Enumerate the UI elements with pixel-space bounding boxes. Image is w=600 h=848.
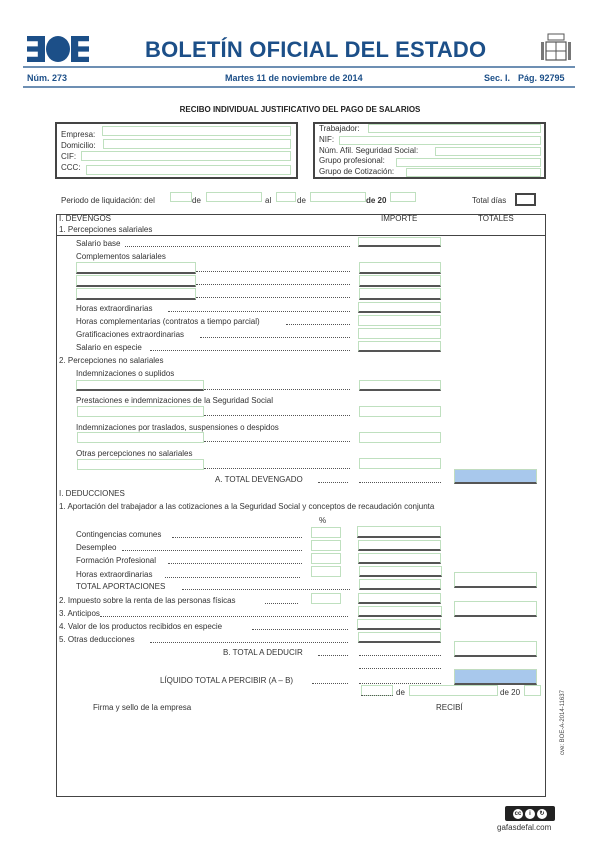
contingencias-pct[interactable] [311, 527, 341, 538]
total-devengado-label: A. TOTAL DEVENGADO [215, 475, 303, 484]
salario-base-label: Salario base [76, 239, 121, 248]
prestaciones-amount[interactable] [359, 406, 441, 417]
irpf-pct[interactable] [311, 593, 341, 604]
formacion-pct[interactable] [311, 553, 341, 564]
complemento-1-name[interactable] [76, 262, 196, 274]
formacion-label: Formación Profesional [76, 556, 157, 565]
cif-field[interactable] [81, 151, 291, 161]
ccc-label: CCC: [61, 163, 81, 172]
percepciones-no-salariales: 2. Percepciones no salariales [59, 356, 164, 365]
period-to-day[interactable] [276, 192, 296, 202]
table-header-rule [57, 235, 545, 236]
traslados-label: Indemnizaciones por traslados, suspensiones o despidos [76, 423, 279, 432]
afil-field[interactable] [435, 147, 541, 156]
anticipos-label: 3. Anticipos [59, 609, 100, 618]
grupo-cot-label: Grupo de Cotización: [319, 167, 395, 176]
period-label: Periodo de liquidación: del [61, 196, 155, 205]
leader-dots [361, 695, 393, 696]
total-dias-label: Total días [472, 196, 507, 205]
aportacion-heading: 1. Aportación del trabajador a las cotizaciones a la Seguridad Social y conceptos de recaudación conjunta [59, 502, 435, 511]
leader-dots [204, 389, 350, 390]
percepciones-salariales: 1. Percepciones salariales [59, 225, 153, 234]
liquido-field[interactable] [454, 669, 537, 685]
complemento-3-name[interactable] [76, 288, 196, 300]
deducciones-heading: I. DEDUCCIONES [59, 489, 125, 498]
complemento-1-amount[interactable] [359, 262, 441, 274]
recibi-label: RECIBÍ [436, 703, 463, 712]
period-to-month[interactable] [310, 192, 366, 202]
total-aportaciones-label: TOTAL APORTACIONES [76, 582, 166, 591]
leader-dots [122, 550, 302, 551]
leader-dots [204, 441, 350, 442]
horas-extra-ded-label: Horas extraordinarias [76, 570, 153, 579]
nif-field[interactable] [339, 136, 541, 145]
coat-of-arms-icon [538, 30, 574, 66]
page-number: Pág. 92795 [518, 73, 565, 83]
otras-percepciones-amount[interactable] [359, 458, 441, 469]
complemento-3-amount[interactable] [359, 288, 441, 300]
receipt-month[interactable] [409, 685, 498, 696]
salario-base-field[interactable] [358, 237, 441, 247]
horas-extra-label: Horas extraordinarias [76, 304, 153, 313]
desempleo-pct[interactable] [311, 540, 341, 551]
total-aportaciones-total[interactable] [454, 572, 537, 588]
complemento-2-amount[interactable] [359, 275, 441, 287]
ccc-field[interactable] [86, 165, 291, 175]
contingencias-label: Contingencias comunes [76, 530, 162, 539]
leader-dots [196, 271, 350, 272]
leader-dots [318, 655, 348, 656]
leader-dots [312, 683, 348, 684]
col-totales: TOTALES [478, 214, 514, 223]
prestaciones-label: Prestaciones e indemnizaciones de la Seguridad Social [76, 396, 274, 405]
indemn-suplidos-amount[interactable] [359, 380, 441, 391]
period-from-day[interactable] [170, 192, 192, 202]
valor-productos-label: 4. Valor de los productos recibidos en especie [59, 622, 223, 631]
horas-comp-field[interactable] [358, 315, 441, 326]
receipt-de20: de 20 [500, 688, 521, 697]
leader-dots [204, 468, 350, 469]
receipt-de: de [396, 688, 405, 697]
section-label: Sec. I. [484, 73, 511, 83]
leader-dots [125, 246, 350, 247]
indemn-suplidos-name[interactable] [76, 380, 204, 391]
horas-extra-ded-amount[interactable] [359, 566, 442, 577]
devengos-heading: I. DEVENGOS [59, 214, 112, 223]
leader-dots [200, 337, 350, 338]
header-rule-bottom [23, 86, 575, 88]
watermark: gafasdefal.com [497, 823, 552, 832]
leader-dots [196, 284, 350, 285]
leader-dots [204, 415, 350, 416]
anticipos-total[interactable] [454, 601, 537, 617]
trabajador-label: Trabajador: [319, 124, 360, 133]
cc-icon: cc [514, 810, 522, 817]
prestaciones-name[interactable] [77, 406, 204, 417]
leader-dots [252, 629, 348, 630]
traslados-amount[interactable] [359, 432, 441, 443]
publication-title: BOLETÍN OFICIAL DEL ESTADO [145, 37, 487, 62]
leader-dots [359, 683, 441, 684]
issue-date: Martes 11 de noviembre de 2014 [225, 73, 363, 83]
formacion-amount[interactable] [358, 553, 441, 564]
leader-dots [100, 616, 348, 617]
especie-field[interactable] [358, 341, 441, 352]
leader-dots [196, 297, 350, 298]
trabajador-field[interactable] [368, 124, 541, 133]
leader-dots [165, 577, 300, 578]
total-aportaciones-amount[interactable] [359, 579, 441, 590]
leader-dots [150, 350, 350, 351]
indemn-suplidos-label: Indemnizaciones o suplidos [76, 369, 175, 378]
liquido-label: LÍQUIDO TOTAL A PERCIBIR (A – B) [160, 676, 294, 685]
leader-dots [359, 668, 441, 669]
anticipos-amount[interactable] [358, 606, 442, 617]
leader-dots [168, 311, 350, 312]
leader-dots [359, 655, 441, 656]
issue-number: Núm. 273 [27, 73, 68, 83]
contingencias-amount[interactable] [357, 526, 441, 538]
boe-logo [27, 36, 92, 62]
irpf-amount[interactable] [358, 593, 441, 604]
desempleo-label: Desempleo [76, 543, 117, 552]
grupo-cot-field[interactable] [406, 168, 541, 177]
total-dias-field[interactable] [515, 193, 536, 206]
period-de1: de [192, 196, 201, 205]
horas-extra-ded-pct[interactable] [311, 566, 341, 577]
firma-label: Firma y sello de la empresa [93, 703, 192, 712]
complemento-2-name[interactable] [76, 275, 196, 287]
otras-percepciones-name[interactable] [77, 459, 204, 470]
cif-label: CIF: [61, 152, 77, 161]
period-al: al [265, 196, 272, 205]
col-importe: IMPORTE [381, 214, 418, 223]
afil-label: Núm. Afil. Seguridad Social: [319, 146, 419, 155]
valor-productos-amount[interactable] [357, 619, 441, 630]
otras-deducciones-label: 5. Otras deducciones [59, 635, 135, 644]
cve-code: cve: BOE-A-2014-11637 [560, 690, 566, 755]
sa-icon: ↻ [537, 809, 547, 819]
traslados-name[interactable] [77, 432, 204, 443]
nif-label: NIF: [319, 135, 335, 144]
period-from-month[interactable] [206, 192, 262, 202]
receipt-year[interactable] [524, 685, 541, 696]
period-de2: de [297, 196, 306, 205]
leader-dots [172, 537, 302, 538]
period-de20: de 20 [366, 196, 387, 205]
total-devengado-field[interactable] [454, 469, 537, 484]
horas-extra-field[interactable] [358, 302, 441, 313]
grupo-prof-label: Grupo profesional: [319, 156, 385, 165]
empresa-label: Empresa: [61, 130, 96, 139]
especie-label: Salario en especie [76, 343, 142, 352]
leader-dots [265, 603, 298, 604]
grupo-prof-field[interactable] [396, 158, 541, 167]
leader-dots [168, 563, 302, 564]
pct-label: % [319, 516, 327, 525]
leader-dots [359, 482, 441, 483]
cc-license-badge [505, 806, 555, 821]
header-rule-top [23, 66, 575, 68]
leader-dots [286, 324, 350, 325]
domicilio-label: Domicilio: [61, 141, 96, 150]
period-year[interactable] [390, 192, 416, 202]
total-deducir-label: B. TOTAL A DEDUCIR [223, 648, 303, 657]
otras-deducciones-amount[interactable] [358, 632, 441, 643]
irpf-label: 2. Impuesto sobre la renta de las personas físicas [59, 596, 236, 605]
by-icon: i [525, 809, 535, 819]
domicilio-field[interactable] [103, 139, 291, 149]
leader-dots [182, 589, 350, 590]
desempleo-amount[interactable] [358, 540, 441, 551]
gratificaciones-field[interactable] [358, 328, 441, 339]
complementos-label: Complementos salariales [76, 252, 166, 261]
total-deducir-total[interactable] [454, 641, 537, 657]
form-title: RECIBO INDIVIDUAL JUSTIFICATIVO DEL PAGO DE SALARIOS [179, 105, 421, 114]
gratificaciones-label: Gratificaciones extraordinarias [76, 330, 185, 339]
otras-percepciones-label: Otras percepciones no salariales [76, 449, 193, 458]
empresa-field[interactable] [102, 126, 291, 136]
horas-comp-label: Horas complementarias (contratos a tiempo parcial) [76, 317, 260, 326]
leader-dots [318, 482, 348, 483]
leader-dots [150, 642, 348, 643]
